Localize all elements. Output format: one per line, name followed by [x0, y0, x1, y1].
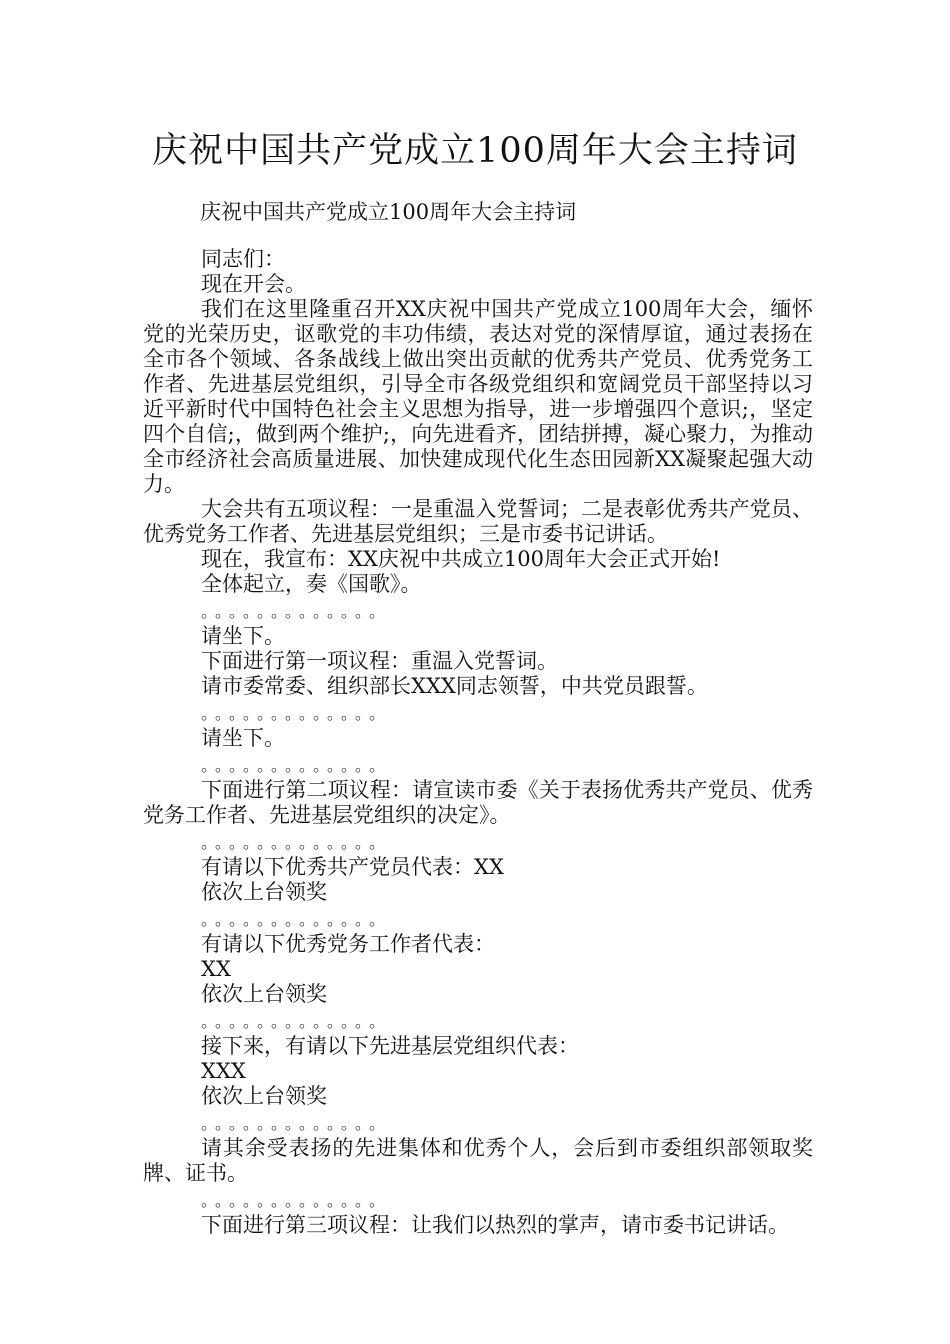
document-body — [143, 247, 813, 1238]
body-paragraph: 依次上台领奖 — [201, 982, 327, 1006]
body-paragraph: 请坐下。 — [201, 624, 285, 648]
body-paragraph: 现在，我宣布：XX庆祝中共成立100周年大会正式开始! — [201, 547, 721, 571]
body-paragraph: 现在开会。 — [201, 272, 306, 296]
body-paragraph: 大会共有五项议程：一是重温入党誓词；二是表彰优秀共产党员、优秀党务工作者、先进基层党组织；三是市委书记讲话。 — [143, 497, 813, 546]
body-paragraph: 下面进行第一项议程：重温入党誓词。 — [201, 649, 558, 673]
document-title: 庆祝中国共产党成立100周年大会主持词 — [152, 131, 798, 171]
body-paragraph: XX — [201, 957, 231, 981]
ellipsis-separator: 。。。。。。。。。。。。。 — [201, 756, 392, 775]
body-paragraph: 下面进行第二项议程：请宣读市委《关于表扬优秀共产党员、优秀党务工作者、先进基层党组织的决定》。 — [143, 778, 813, 827]
body-paragraph: 请市委常委、组织部长XXX同志领誓，中共党员跟誓。 — [201, 674, 708, 698]
ellipsis-separator: 。。。。。。。。。。。。。 — [201, 833, 392, 852]
body-paragraph: 下面进行第三项议程：让我们以热烈的掌声，请市委书记讲话。 — [201, 1213, 789, 1237]
body-paragraph: 依次上台领奖 — [201, 880, 327, 904]
body-paragraph: 接下来，有请以下先进基层党组织代表： — [201, 1034, 579, 1058]
body-paragraph: 依次上台领奖 — [201, 1084, 327, 1108]
body-paragraph: 有请以下优秀共产党员代表：XX — [201, 855, 504, 879]
body-paragraph: 我们在这里隆重召开XX庆祝中国共产党成立100周年大会，缅怀党的光荣历史，讴歌党的丰功伟绩，表达对党的深情厚谊，通过表扬在全市各个领域、各条战线上做出突出贡献的优秀共产党员、优秀党务工作者、先进基层党组织，引导全市各级党组织和宽阔党员干部坚持以习近平新时代中国特色社会主义思想为指导，进一步增强四个意识;，坚定四个自信;，做到两个维护;，向先进看齐，团结拼搏，凝心聚力，为推动全市经济社会高质量进展、加快建成现代化生态田园新XX凝聚起强大动力。 — [143, 297, 813, 496]
ellipsis-separator: 。。。。。。。。。。。。。 — [201, 602, 392, 621]
body-paragraph: 同志们： — [201, 247, 285, 271]
body-paragraph: 有请以下优秀党务工作者代表： — [201, 932, 495, 956]
ellipsis-separator: 。。。。。。。。。。。。。 — [201, 1012, 392, 1031]
body-paragraph: 全体起立，奏《国歌》。 — [201, 572, 422, 596]
ellipsis-separator: 。。。。。。。。。。。。。 — [201, 910, 392, 929]
ellipsis-separator: 。。。。。。。。。。。。。 — [201, 1114, 392, 1133]
body-paragraph: 请其余受表扬的先进集体和优秀个人，会后到市委组织部领取奖牌、证书。 — [143, 1136, 813, 1185]
ellipsis-separator: 。。。。。。。。。。。。。 — [201, 704, 392, 723]
document-subtitle: 庆祝中国共产党成立100周年大会主持词 — [200, 200, 577, 224]
body-paragraph: 请坐下。 — [201, 726, 285, 750]
ellipsis-separator: 。。。。。。。。。。。。。 — [201, 1191, 392, 1210]
body-paragraph: XXX — [201, 1059, 246, 1083]
